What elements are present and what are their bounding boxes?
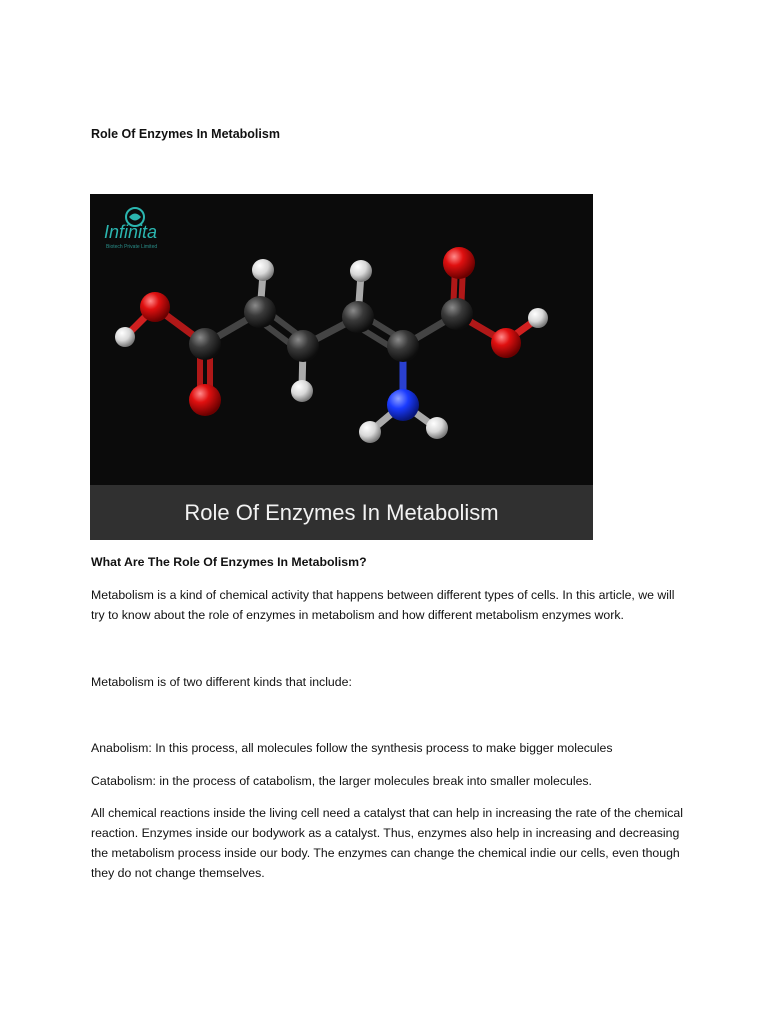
figure-banner: Role Of Enzymes In Metabolism [90,485,593,540]
logo-subtitle: Biotech Private Limited [106,244,158,250]
paragraph-kinds: Metabolism is of two different kinds that include: [91,675,352,689]
molecule-atoms [115,247,548,443]
document-title: Role Of Enzymes In Metabolism [91,127,280,141]
paragraph-catabolism: Catabolism: in the process of catabolism, the larger molecules break into smaller molecules. [91,774,592,788]
paragraph-intro: Metabolism is a kind of chemical activity that happens between different types of cells. In this article, we will try to know about the role of enzymes in metabolism and how different metabolism enzymes work. [91,588,675,622]
logo-name: Infinita [104,222,158,242]
paragraph-catalyst: All chemical reactions inside the living cell need a catalyst that can help in increasing the rate of the chemical reaction. Enzymes inside our bodywork as a catalyst. Thus, enzymes also help in increasing and decreasing the metabolism process inside our body. The enzymes can change the chemical indie our cells, even though they do not change themselves. [91,806,683,880]
molecule-figure [90,194,593,540]
molecule-bonds [128,266,537,430]
section-heading: What Are The Role Of Enzymes In Metabolism? [91,555,367,569]
molecule-illustration [90,194,593,485]
paragraph-anabolism: Anabolism: In this process, all molecules follow the synthesis process to make bigger molecules [91,741,613,755]
